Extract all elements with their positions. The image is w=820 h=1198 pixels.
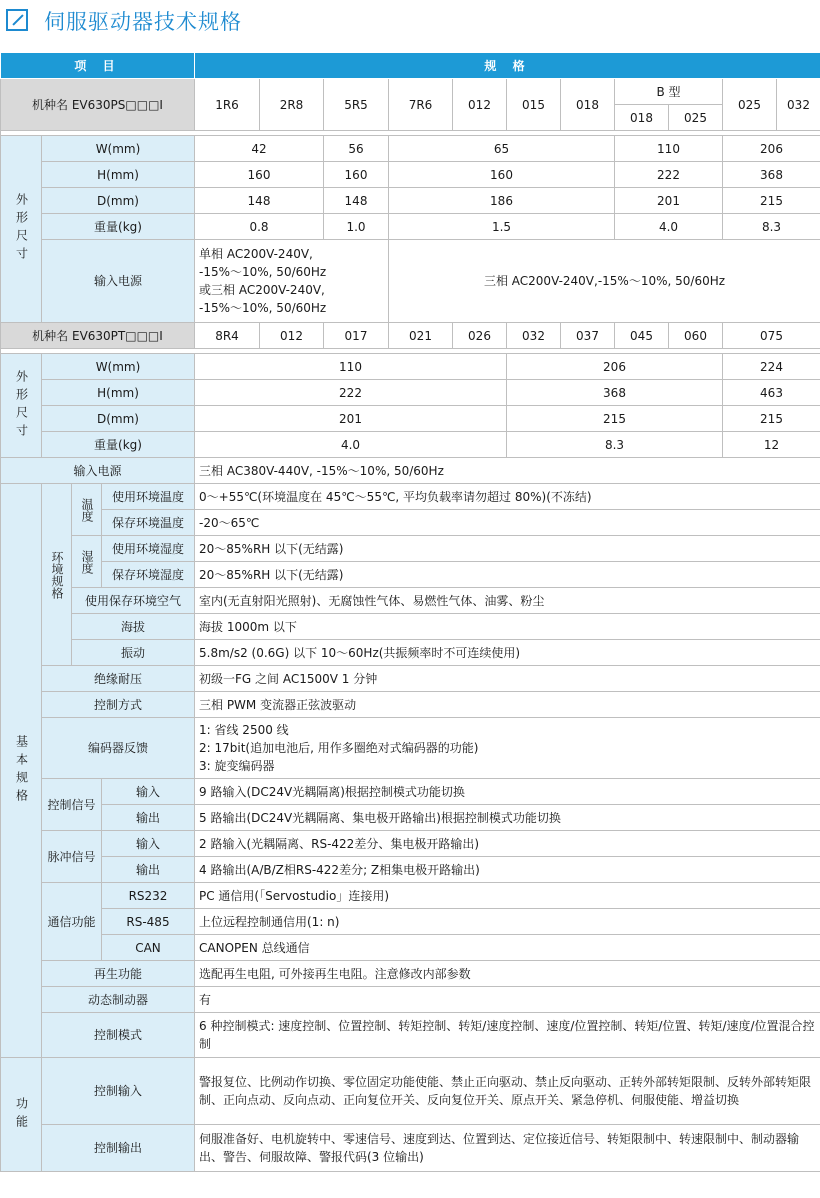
control-method-label: 控制方式 [42,692,195,718]
pt-model: 037 [561,323,615,349]
ps-h: 160 [324,162,389,188]
pt-model: 060 [669,323,723,349]
ps-h: 368 [723,162,820,188]
pulse-in: 2 路输入(光耦隔离、RS-422差分、集电极开路输出) [195,831,820,857]
use-humid: 20～85%RH 以下(无结露) [195,536,820,562]
pt-d: 201 [195,406,507,432]
pt-model-label: 机种名 EV630PT□□□I [1,323,195,349]
ps-power-single [195,240,389,323]
rs485: 上位远程控制通信用(1: n) [195,909,820,935]
ps-d: 148 [324,188,389,214]
pulse-in-label: 输入 [102,831,195,857]
altitude-label: 海拔 [72,614,195,640]
pt-model: 017 [324,323,389,349]
air-label: 使用保存环境空气 [72,588,195,614]
ps-w: 42 [195,136,324,162]
regen-label: 再生功能 [42,961,195,987]
pt-power: 三相 AC380V-440V, -15%～10%, 50/60Hz [195,458,820,484]
ps-power-line: 或三相 AC200V-240V, [199,283,325,297]
pt-model: 075 [723,323,820,349]
pt-model: 021 [389,323,453,349]
ps-power-label: 输入电源 [42,240,195,323]
pt-dims-group: 外形尺寸 [1,354,42,458]
encoder-label: 编码器反馈 [42,718,195,779]
ps-weight: 1.5 [389,214,615,240]
ps-h: 160 [389,162,615,188]
can: CANOPEN 总线通信 [195,935,820,961]
mode-label: 控制模式 [42,1013,195,1058]
ps-model: 7R6 [389,79,453,131]
ps-w: 206 [723,136,820,162]
pt-weight: 4.0 [195,432,507,458]
vibration: 5.8m/s2 (0.6G) 以下 10～60Hz(共振频率时不可连续使用) [195,640,820,666]
ps-h: 222 [615,162,723,188]
ctrl-out-label: 输出 [102,805,195,831]
encoder [195,718,820,779]
pt-weight: 12 [723,432,820,458]
ps-weight: 0.8 [195,214,324,240]
func-out: 伺服准备好、电机旋转中、零速信号、速度到达、位置到达、定位接近信号、转矩限制中、转速限制中、制动器输出、警告、伺服故障、警报代码(3 位输出) [195,1125,820,1172]
brake: 有 [195,987,820,1013]
ps-power-line: -15%～10%, 50/60Hz [199,301,327,315]
pt-model: 012 [260,323,324,349]
ps-model-label: 机种名 EV630PS□□□I [1,79,195,131]
func-group: 功能 [1,1058,42,1172]
ctrl-in: 9 路输入(DC24V光耦隔离)根据控制模式功能切换 [195,779,820,805]
rs232: PC 通信用(「Servostudio」连接用) [195,883,820,909]
temp-group: 温度 [72,484,102,536]
pt-w: 224 [723,354,820,380]
pt-w: 206 [507,354,723,380]
spec-table [0,52,820,1172]
rs485-label: RS-485 [102,909,195,935]
pt-w: 110 [195,354,507,380]
pt-model: 8R4 [195,323,260,349]
pt-d: 215 [723,406,820,432]
ctrl-signal-label: 控制信号 [42,779,102,831]
ps-model: 012 [453,79,507,131]
ps-power-three: 三相 AC200V-240V,-15%～10%, 50/60Hz [389,240,820,323]
pulse-out-label: 输出 [102,857,195,883]
ctrl-in-label: 输入 [102,779,195,805]
ps-w: 56 [324,136,389,162]
ps-model: 032 [777,79,820,131]
func-in: 警报复位、比例动作切换、零位固定功能使能、禁止正向驱动、禁止反向驱动、正转外部转矩限制、反转外部转矩限制、正向点动、反向点动、正向复位开关、反向复位开关、原点开关、紧急停机、伺服使能、增益切换 [195,1058,820,1125]
insulation-label: 绝缘耐压 [42,666,195,692]
ps-w: 65 [389,136,615,162]
mode: 6 种控制模式: 速度控制、位置控制、转矩控制、转矩/速度控制、速度/位置控制、转矩/位置、转矩/速度/位置混合控制 [195,1013,820,1058]
pt-w-label: W(mm) [42,354,195,380]
encoder-line: 2: 17bit(追加电池后, 用作多圈绝对式编码器的功能) [199,741,479,755]
ps-power-line: 单相 AC200V-240V, [199,247,313,261]
ps-weight: 1.0 [324,214,389,240]
air: 室内(无直射阳光照射)、无腐蚀性气体、易燃性气体、油雾、粉尘 [195,588,820,614]
pt-weight: 8.3 [507,432,723,458]
pulse-out: 4 路输出(A/B/Z相RS-422差分; Z相集电极开路输出) [195,857,820,883]
func-in-label: 控制输入 [42,1058,195,1125]
insulation: 初级一FG 之间 AC1500V 1 分钟 [195,666,820,692]
pulse-signal-label: 脉冲信号 [42,831,102,883]
ps-d-label: D(mm) [42,188,195,214]
ps-btype-model: 018 [615,105,669,131]
ps-model: 015 [507,79,561,131]
ps-w: 110 [615,136,723,162]
ps-d: 186 [389,188,615,214]
basic-group: 基本规格 [1,484,42,1058]
ps-d: 201 [615,188,723,214]
ps-dims-group: 外形尺寸 [1,136,42,323]
store-temp-label: 保存环境温度 [102,510,195,536]
store-humid: 20～85%RH 以下(无结露) [195,562,820,588]
use-temp: 0～+55℃(环境温度在 45℃～55℃, 平均负载率请勿超过 80%)(不冻结) [195,484,820,510]
pt-model: 026 [453,323,507,349]
header-item: 项 目 [1,53,195,79]
pt-h: 368 [507,380,723,406]
pt-weight-label: 重量(kg) [42,432,195,458]
vibration-label: 振动 [72,640,195,666]
pt-h-label: H(mm) [42,380,195,406]
pt-h: 222 [195,380,507,406]
use-humid-label: 使用环境湿度 [102,536,195,562]
ps-weight-label: 重量(kg) [42,214,195,240]
pt-d: 215 [507,406,723,432]
header-spec: 规 格 [195,53,820,79]
ps-btype: B 型 [615,79,723,105]
control-method: 三相 PWM 变流器正弦波驱动 [195,692,820,718]
pt-h: 463 [723,380,820,406]
pt-model: 032 [507,323,561,349]
func-out-label: 控制输出 [42,1125,195,1172]
can-label: CAN [102,935,195,961]
page-title: 伺服驱动器技术规格 [44,10,242,34]
ps-model: 1R6 [195,79,260,131]
comm-label: 通信功能 [42,883,102,961]
ps-h-label: H(mm) [42,162,195,188]
ps-weight: 8.3 [723,214,820,240]
edit-icon [6,9,28,31]
ps-btype-model: 025 [669,105,723,131]
rs232-label: RS232 [102,883,195,909]
ps-model: 018 [561,79,615,131]
ps-w-label: W(mm) [42,136,195,162]
store-temp: -20～65℃ [195,510,820,536]
ps-d: 148 [195,188,324,214]
ps-weight: 4.0 [615,214,723,240]
ps-model: 025 [723,79,777,131]
ps-model: 5R5 [324,79,389,131]
page-header [0,0,820,44]
encoder-line: 1: 省线 2500 线 [199,723,289,737]
ps-d: 215 [723,188,820,214]
ps-model: 2R8 [260,79,324,131]
env-group: 环境规格 [42,484,72,666]
pt-model: 045 [615,323,669,349]
pt-power-label: 输入电源 [1,458,195,484]
use-temp-label: 使用环境温度 [102,484,195,510]
ctrl-out: 5 路输出(DC24V光耦隔离、集电极开路输出)根据控制模式功能切换 [195,805,820,831]
regen: 选配再生电阻, 可外接再生电阻。注意修改内部参数 [195,961,820,987]
brake-label: 动态制动器 [42,987,195,1013]
altitude: 海拔 1000m 以下 [195,614,820,640]
pt-d-label: D(mm) [42,406,195,432]
humid-group: 湿度 [72,536,102,588]
ps-h: 160 [195,162,324,188]
ps-power-line: -15%～10%, 50/60Hz [199,265,327,279]
store-humid-label: 保存环境湿度 [102,562,195,588]
encoder-line: 3: 旋变编码器 [199,759,275,773]
